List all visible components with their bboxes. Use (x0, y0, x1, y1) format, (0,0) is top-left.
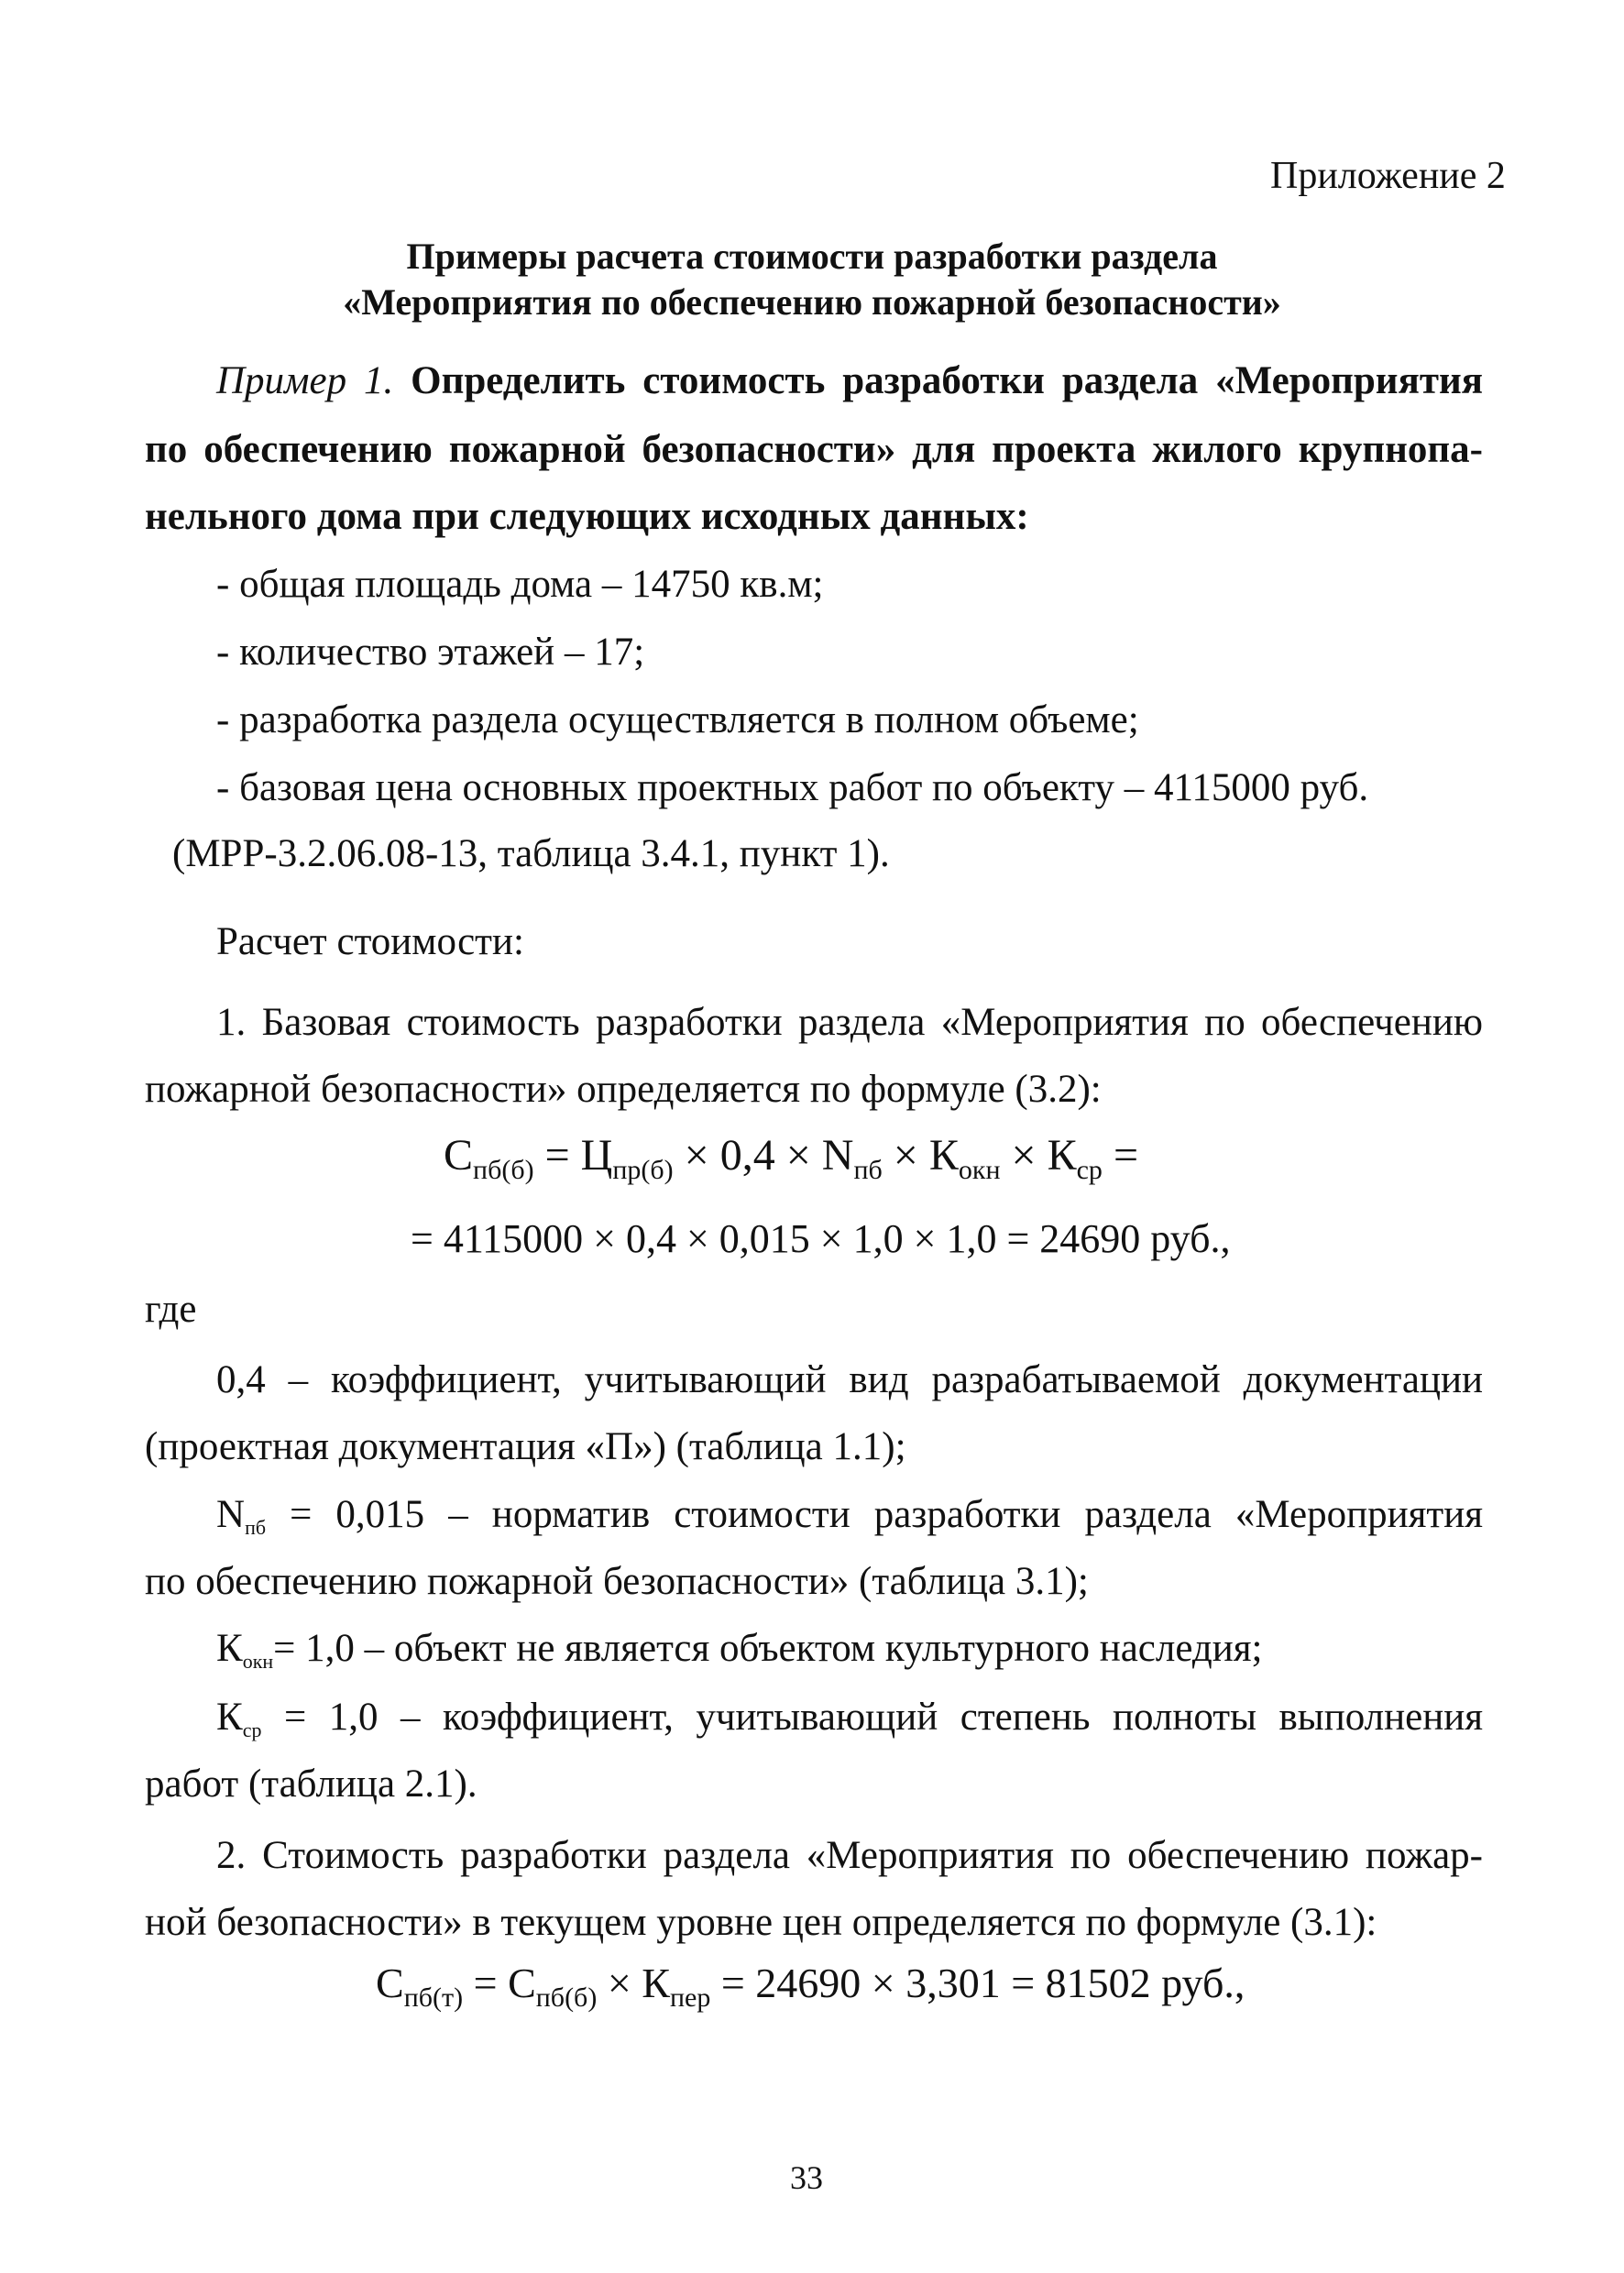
norm-N-line-2: по обеспечению пожарной безопасности» (таблица 3.1); (145, 1560, 1089, 1603)
step1-line-2: пожарной безопасности» определяется по формуле (3.2): (145, 1068, 1102, 1111)
title-line-2: «Мероприятия по обеспечению пожарной безопасности» (343, 281, 1281, 323)
formula-3-1: $С_{пб(т)} = С_{пб(б)} \times К_{пер} = 24690 \times 3,301 = 81502$ руб., (376, 1960, 1245, 2013)
example-line-1 (216, 357, 1483, 405)
page-number: 33 (790, 2159, 823, 2196)
calc-heading: Расчет стоимости: (216, 920, 524, 963)
coef-Kokn: Кокн= 1,0 – объект не является объектом культурного наследия; (216, 1627, 1263, 1673)
reference: (МРР-3.2.06.08-13, таблица 3.4.1, пункт 1). (172, 832, 890, 875)
step2-line-2: ной безопасности» в текущем уровне цен определяется по формуле (3.1): (145, 1901, 1377, 1944)
formula-3-2: $С_{пб(б)} = Ц_{пр(б)} \times 0,4 \times N_{пб} \times К_{окн} \times К_{ср}$ = (444, 1131, 1139, 1185)
condition-base-price: - базовая цена основных проектных работ по объекту – 4115000 руб. (216, 766, 1369, 809)
condition-floors: - количество этажей – 17; (216, 631, 645, 674)
appendix-label: Приложение 2 (1270, 155, 1506, 197)
step1-line-1: 1. Базовая стоимость разработки раздела «Мероприятия по обеспечению (216, 1001, 1483, 1044)
coef-Ksr-line-1: Кср = 1,0 – коэффициент, учитывающий степень полноты выполнения (216, 1696, 1483, 1741)
condition-scope: - разработка раздела осуществляется в полном объеме; (216, 698, 1139, 741)
condition-area: - общая площадь дома – 14750 кв.м; (216, 563, 824, 606)
example-line-1-text: Определить стоимость разработки раздела «Мероприятия (411, 359, 1483, 402)
norm-N-line-1: Nпб = 0,015 – норматив стоимости разработки раздела «Мероприятия (216, 1493, 1484, 1539)
coef-04-line-2: (проектная документация «П») (таблица 1.1); (145, 1425, 906, 1468)
step2-line-1: 2. Стоимость разработки раздела «Мероприятия по обеспечению пожар- (216, 1834, 1483, 1877)
example-label: Пример 1. (216, 359, 394, 402)
example-line-3: нельного дома при следующих исходных данных: (145, 495, 1029, 538)
coef-04-line-1: 0,4 – коэффициент, учитывающий вид разрабатываемой документации (216, 1358, 1483, 1401)
formula-3-2-result: = 4115000 × 0,4 × 0,015 × 1,0 × 1,0 = 24690 руб., (411, 1216, 1231, 1261)
title-line-1: Примеры расчета стоимости разработки раздела (406, 236, 1218, 277)
coef-Ksr-line-2: работ (таблица 2.1). (145, 1762, 477, 1806)
example-line-2: по обеспечению пожарной безопасности» для проекта жилого крупнопа- (145, 428, 1483, 471)
where-label: где (145, 1288, 197, 1331)
